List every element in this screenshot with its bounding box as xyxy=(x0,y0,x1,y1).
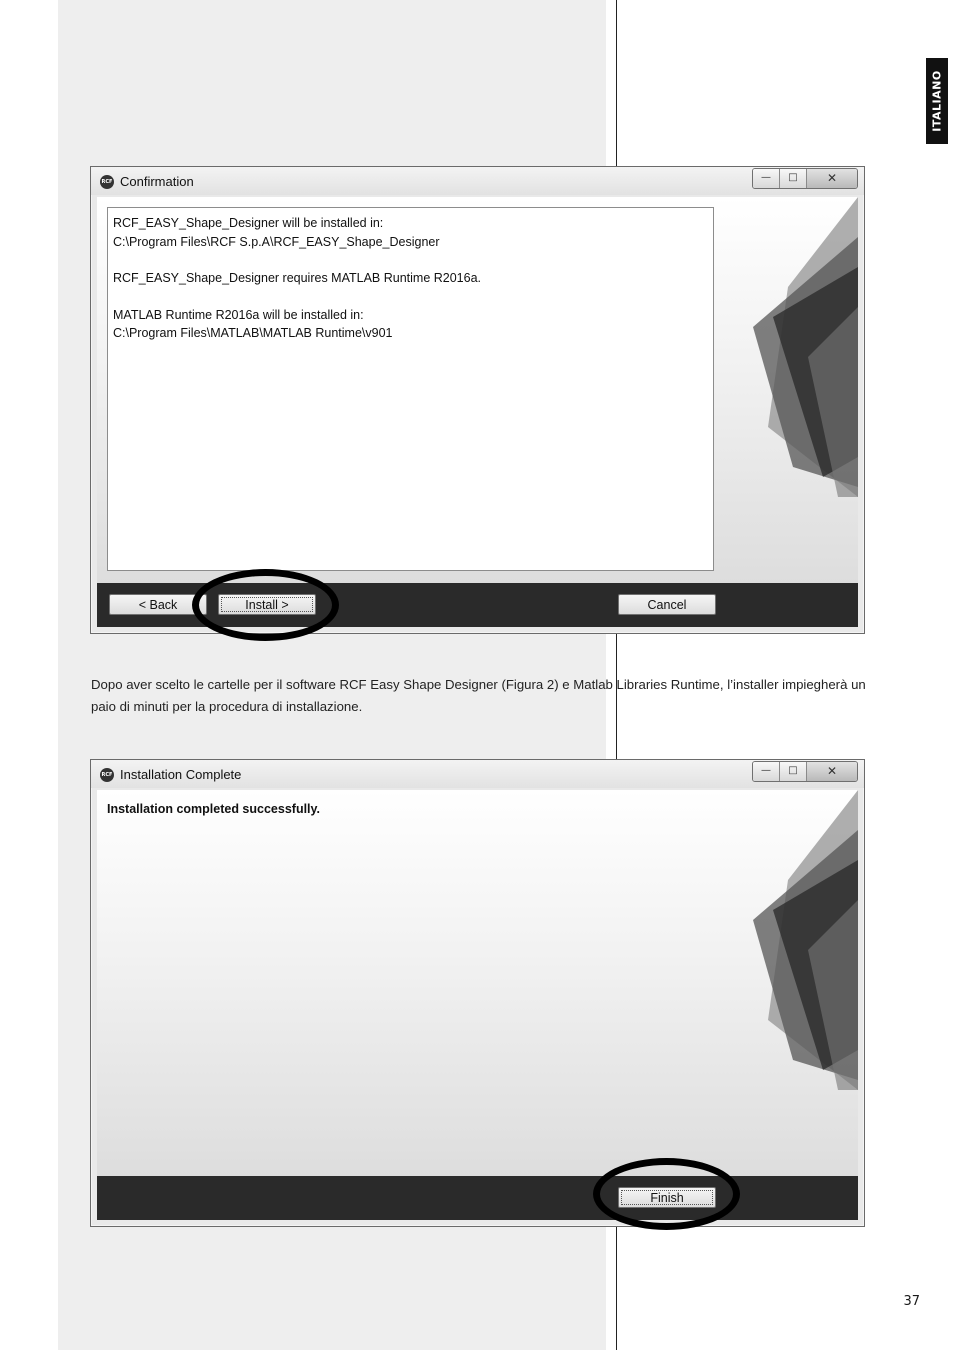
finish-button[interactable]: Finish xyxy=(618,1187,716,1208)
page-number: 37 xyxy=(903,1294,920,1309)
install-button[interactable]: Install > xyxy=(218,594,316,615)
decorative-shapes xyxy=(728,790,858,1090)
confirmation-window xyxy=(90,166,865,634)
minimize-icon[interactable]: — xyxy=(753,169,780,188)
title-bar xyxy=(91,167,864,195)
decorative-shapes xyxy=(728,197,858,497)
language-tab xyxy=(926,58,948,144)
window-controls xyxy=(752,168,858,189)
maximize-icon[interactable]: □ xyxy=(780,762,807,781)
minimize-icon[interactable]: — xyxy=(753,762,780,781)
installation-complete-window xyxy=(90,759,865,1227)
window-client-area xyxy=(97,197,858,627)
runtime-location-label: MATLAB Runtime R2016a will be installed in: xyxy=(113,307,364,322)
back-button[interactable]: < Back xyxy=(109,594,207,615)
rcf-logo-icon: RCF xyxy=(100,768,114,782)
maximize-icon[interactable]: □ xyxy=(780,169,807,188)
confirmation-text-area xyxy=(107,207,714,571)
body-paragraph: Dopo aver scelto le cartelle per il software RCF Easy Shape Designer (Figura 2) e Matlab Libraries Runtime, l’installer impiegherà un paio di minuti per la procedura di installazione. xyxy=(91,677,866,714)
highlight-circle-finish xyxy=(593,1158,740,1230)
install-location-path: C:\Program Files\RCF S.p.A\RCF_EASY_Shape_Designer xyxy=(113,234,440,249)
highlight-circle-install xyxy=(192,569,339,641)
window-title: Installation Complete xyxy=(120,767,242,782)
close-icon[interactable]: ✕ xyxy=(807,169,857,188)
close-icon[interactable]: ✕ xyxy=(807,762,857,781)
runtime-location-path: C:\Program Files\MATLAB\MATLAB Runtime\v901 xyxy=(113,326,393,340)
rcf-logo-icon: RCF xyxy=(100,175,114,189)
runtime-requirement: RCF_EASY_Shape_Designer requires MATLAB Runtime R2016a. xyxy=(113,271,482,285)
success-message: Installation completed successfully. xyxy=(107,802,321,816)
install-location-label: RCF_EASY_Shape_Designer will be installed in: xyxy=(113,216,384,230)
title-bar xyxy=(91,760,864,788)
window-title: Confirmation xyxy=(120,174,194,189)
button-bar xyxy=(97,1176,858,1220)
language-tab-label: ITALIANO xyxy=(930,70,944,132)
window-controls xyxy=(752,761,858,782)
window-client-area xyxy=(97,790,858,1220)
cancel-button[interactable]: Cancel xyxy=(618,594,716,615)
